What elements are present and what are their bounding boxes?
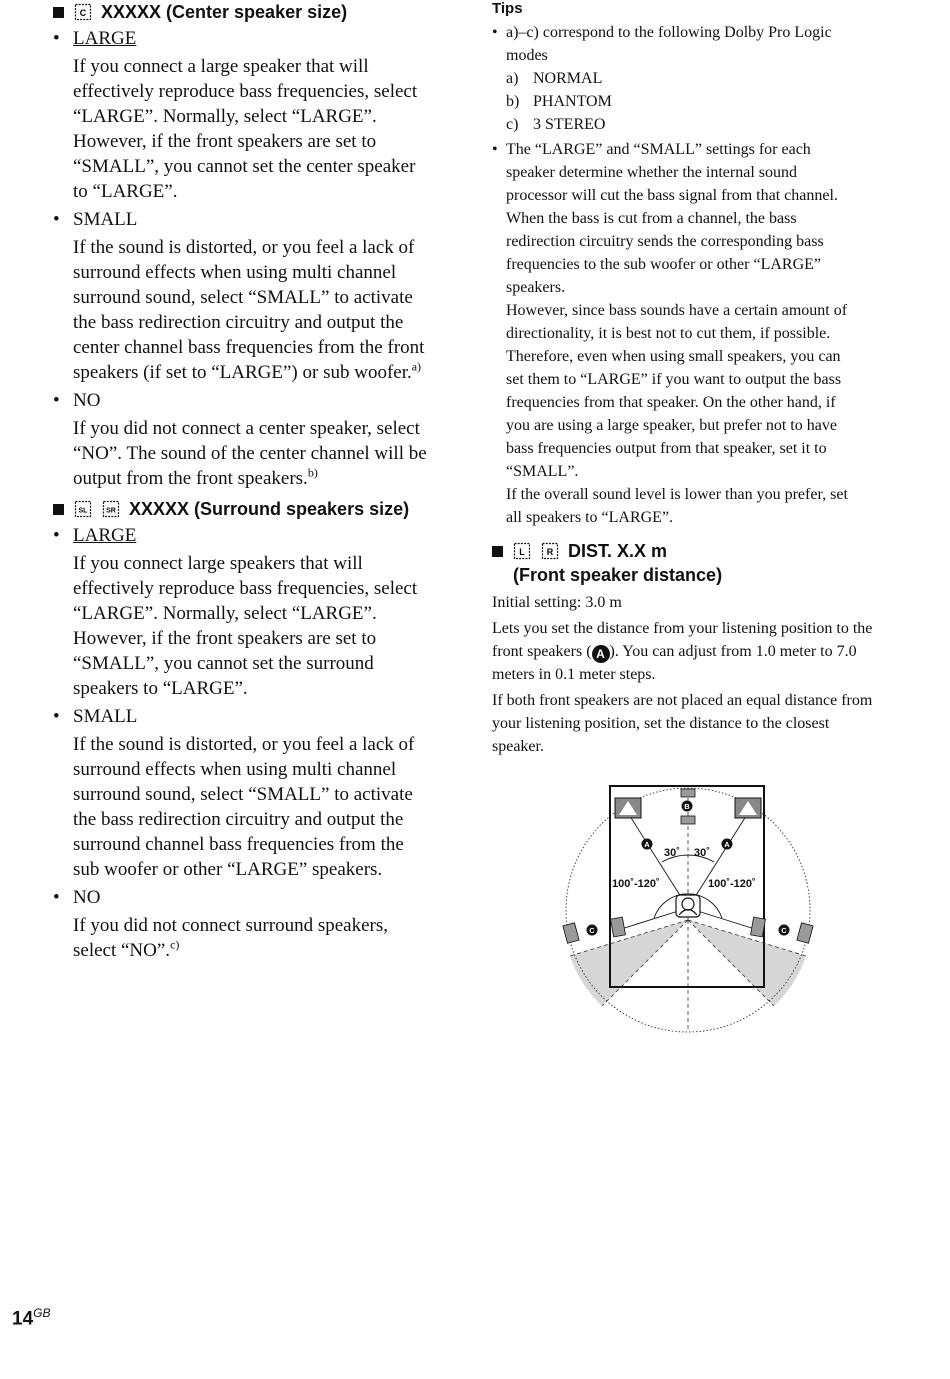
description-line: If you connect a large speaker that will — [73, 56, 369, 77]
center-speaker-upper-icon — [681, 789, 695, 797]
svg-text:C: C — [589, 926, 595, 935]
tip-line: bass frequencies output from that speaker, set it to — [506, 440, 827, 457]
center-speaker-title: XXXXX (Center speaker size) — [101, 2, 348, 22]
svg-text:SL: SL — [78, 507, 88, 515]
option-description — [53, 235, 448, 385]
description-line: However, if the front speakers are set to — [73, 628, 377, 649]
tip-line: Therefore, even when using small speakers, you can — [506, 348, 841, 365]
bullet-dot: • — [53, 525, 60, 546]
option-description — [53, 416, 448, 491]
marker-c-right-icon — [779, 925, 790, 936]
surround-left-inner-speaker-icon — [611, 917, 626, 937]
tips-heading: Tips — [492, 0, 523, 17]
description-line: surround effects when using multi channel — [73, 262, 397, 283]
marker-c-left-icon — [587, 925, 598, 936]
tip-line: redirection circuitry sends the corresponding bass — [506, 233, 824, 250]
mode-value: 3 STEREO — [533, 116, 606, 133]
center-speaker-lower-icon — [681, 816, 695, 824]
description-line: “LARGE”. Normally, select “LARGE”. — [73, 106, 377, 127]
mode-value: PHANTOM — [533, 93, 612, 110]
description-line: output from the front speakers.$^{b)}$ — [73, 465, 318, 489]
description-line: “SMALL”, you cannot set the center speaker — [73, 156, 416, 177]
option-name: NO — [73, 390, 101, 411]
marker-a-right-icon — [722, 839, 733, 850]
front-distance-subtitle: (Front speaker distance) — [513, 565, 723, 585]
bullet-square-icon — [53, 7, 64, 18]
svg-text:B: B — [684, 802, 690, 811]
center-speaker-heading — [53, 0, 448, 24]
description-line: select “NO”.$^{c)}$ — [73, 937, 180, 961]
front-right-speaker-icon — [540, 541, 560, 561]
left-column — [53, 0, 448, 963]
tip-text — [506, 21, 884, 67]
tip-line: a)–c) correspond to the following Dolby Pro Logic — [506, 24, 832, 41]
tip-line: speaker determine whether the internal sound — [506, 164, 797, 181]
tip-line: speakers. — [506, 279, 566, 296]
front-distance-title: DIST. X.X m — [568, 541, 668, 561]
tip-item: • a)–c) correspond to the following Dolby Pro Logic modes — [492, 21, 884, 67]
option-item — [53, 885, 448, 963]
description-line: the bass redirection circuitry and output the — [73, 809, 404, 830]
angle-front-left-label: 30˚ — [664, 847, 680, 859]
listener-icon — [676, 895, 700, 917]
option-name: SMALL — [73, 706, 138, 727]
page-number: $14^{GB}$ — [12, 1306, 51, 1330]
description-line: If you connect large speakers that will — [73, 553, 363, 574]
center-speaker-options — [53, 26, 448, 491]
surround-speaker-heading — [53, 497, 448, 521]
tip-line: If the overall sound level is lower than you prefer, set — [506, 486, 848, 503]
surround-right-inner-speaker-icon — [751, 917, 766, 937]
description-line: to “LARGE”. — [73, 181, 178, 202]
tip-line: you are using a large speaker, but prefer not to have — [506, 417, 837, 434]
bullet-square-icon — [492, 546, 503, 557]
tip-line: The “LARGE” and “SMALL” settings for each — [506, 141, 811, 158]
svg-text:L: L — [519, 547, 525, 557]
option-item — [53, 704, 448, 882]
tip-line: set them to “LARGE” if you want to output the bass — [506, 371, 842, 388]
svg-text:R: R — [546, 547, 554, 557]
angle-surround-right-label: 100˚-120˚ — [708, 878, 756, 890]
bullet-square-icon — [53, 504, 64, 515]
description-line: center channel bass frequencies from the front — [73, 337, 425, 358]
description-line: speakers to “LARGE”. — [73, 678, 248, 699]
tip-mode-list — [492, 67, 884, 136]
mode-key: b) — [506, 93, 520, 110]
distance-note: If both front speakers are not placed an equal distance from your listening position, set the distance to the closest speaker. — [492, 692, 873, 755]
description-line: surround sound, select “SMALL” to activate — [73, 287, 413, 308]
tip-line: frequencies from that speaker. On the other hand, if — [506, 394, 836, 411]
front-left-speaker-icon — [615, 798, 641, 818]
surround-right-outer-speaker-icon — [797, 923, 813, 943]
option-label — [53, 885, 448, 910]
mode-key: c) — [506, 116, 519, 133]
description-line: surround sound, select “SMALL” to activate — [73, 784, 413, 805]
option-label — [53, 26, 448, 51]
svg-text:A: A — [724, 840, 730, 849]
option-item — [53, 523, 448, 701]
bullet-dot: • — [53, 28, 60, 49]
footnote-ref: b) — [307, 465, 318, 480]
option-label — [53, 523, 448, 548]
description-line: the bass redirection circuitry and output the — [73, 312, 404, 333]
tip-item: • The “LARGE” and “SMALL” settings for each speaker determine whether the internal sound processor will cut the bass signal from that channel. When the bass is cut from a channel, the bass redirection circuitry sends the corresponding bass frequencies to the sub woofer or other “LARGE” speakers. However, since bass sounds have a certain amount of directionality, it is best not to cut them, if possible. Therefore, even when using small speakers, you can set them to “LARGE” if you want to output the bass frequencies from that speaker. On the other hand, if you are using a large speaker, but prefer not to have bass frequencies output from that speaker, set it to “SMALL”. If the overall sound level is lower than you prefer, set all speakers to “LARGE”. — [492, 138, 884, 529]
angle-surround-left-label: 100˚-120˚ — [612, 878, 660, 890]
angle-front-right-label: 30˚ — [694, 847, 710, 859]
option-name: SMALL — [73, 209, 138, 230]
marker-b-icon — [682, 801, 693, 812]
marker-a-left-icon — [642, 839, 653, 850]
option-description — [53, 551, 448, 701]
bullet-dot: • — [53, 706, 60, 727]
option-item — [53, 26, 448, 204]
center-speaker-icon — [73, 2, 93, 22]
tip-text — [506, 138, 884, 529]
right-column — [492, 0, 884, 758]
initial-setting: Initial setting: 3.0 m — [492, 594, 622, 611]
tip-line: processor will cut the bass signal from that channel. — [506, 187, 838, 204]
option-name: NO — [73, 887, 101, 908]
front-left-speaker-icon — [512, 541, 532, 561]
description-line: effectively reproduce bass frequencies, select — [73, 578, 418, 599]
tip-line: frequencies to the sub woofer or other “LARGE” — [506, 256, 821, 273]
option-description — [53, 54, 448, 204]
tip-line: directionality, it is best not to cut them, if possible. — [506, 325, 831, 342]
mode-key: a) — [506, 70, 519, 87]
description-line: surround effects when using multi channel — [73, 759, 397, 780]
tip-mode-item — [492, 67, 884, 90]
surround-speaker-title: XXXXX (Surround speakers size) — [129, 499, 410, 519]
option-item — [53, 207, 448, 385]
front-right-speaker-icon — [735, 798, 761, 818]
description-line: sub woofer or other “LARGE” speakers. — [73, 859, 383, 880]
option-item — [53, 388, 448, 491]
footnote-ref: c) — [170, 937, 180, 952]
tip-mode-item — [492, 90, 884, 113]
footnote-ref: a) — [411, 359, 422, 374]
surround-left-outer-speaker-icon — [563, 923, 579, 943]
description-line: If the sound is distorted, or you feel a lack of — [73, 734, 415, 755]
tip-line: all speakers to “LARGE”. — [506, 509, 674, 526]
tip-line: When the bass is cut from a channel, the bass — [506, 210, 797, 227]
marker-a-icon: A — [592, 645, 610, 663]
front-distance-heading — [492, 539, 884, 587]
description-line: If you did not connect surround speakers, — [73, 915, 389, 936]
bullet-dot: • — [53, 209, 60, 230]
description-line: “LARGE”. Normally, select “LARGE”. — [73, 603, 377, 624]
description-line: “NO”. The sound of the center channel will be — [73, 443, 427, 464]
option-label — [53, 704, 448, 729]
surround-left-speaker-icon — [73, 499, 93, 519]
tip-line: “SMALL”. — [506, 463, 579, 480]
description-line: However, if the front speakers are set to — [73, 131, 377, 152]
bullet-dot: • — [53, 887, 60, 908]
description-line: If you did not connect a center speaker, select — [73, 418, 420, 439]
surround-speaker-options — [53, 523, 448, 963]
tip-line: modes — [506, 47, 548, 64]
svg-text:C: C — [79, 8, 87, 18]
surround-right-speaker-icon — [101, 499, 121, 519]
option-name: LARGE — [73, 525, 137, 546]
option-label — [53, 207, 448, 232]
tip-mode-item — [492, 113, 884, 136]
description-line: If the sound is distorted, or you feel a lack of — [73, 237, 415, 258]
description-line: speakers (if set to “LARGE”) or sub woofer.$^{a)}$ — [73, 359, 422, 383]
option-label — [53, 388, 448, 413]
bullet-dot: • — [53, 390, 60, 411]
distance-description: Lets you set the distance from your listening position to the front speakers ( A ). You can adjust from 1.0 meter to 7.0 meters in 0.1 meter steps. — [492, 620, 873, 683]
description-line: surround channel bass frequencies from the — [73, 834, 404, 855]
mode-value: NORMAL — [533, 70, 603, 87]
description-line: effectively reproduce bass frequencies, select — [73, 81, 418, 102]
svg-text:C: C — [781, 926, 787, 935]
option-description — [53, 913, 448, 963]
description-line: “SMALL”, you cannot set the surround — [73, 653, 374, 674]
option-name: LARGE — [73, 28, 137, 49]
option-description — [53, 732, 448, 882]
speaker-placement-diagram — [558, 778, 818, 1038]
svg-text:SR: SR — [106, 507, 116, 515]
tip-line: However, since bass sounds have a certain amount of — [506, 302, 848, 319]
svg-text:A: A — [644, 840, 650, 849]
